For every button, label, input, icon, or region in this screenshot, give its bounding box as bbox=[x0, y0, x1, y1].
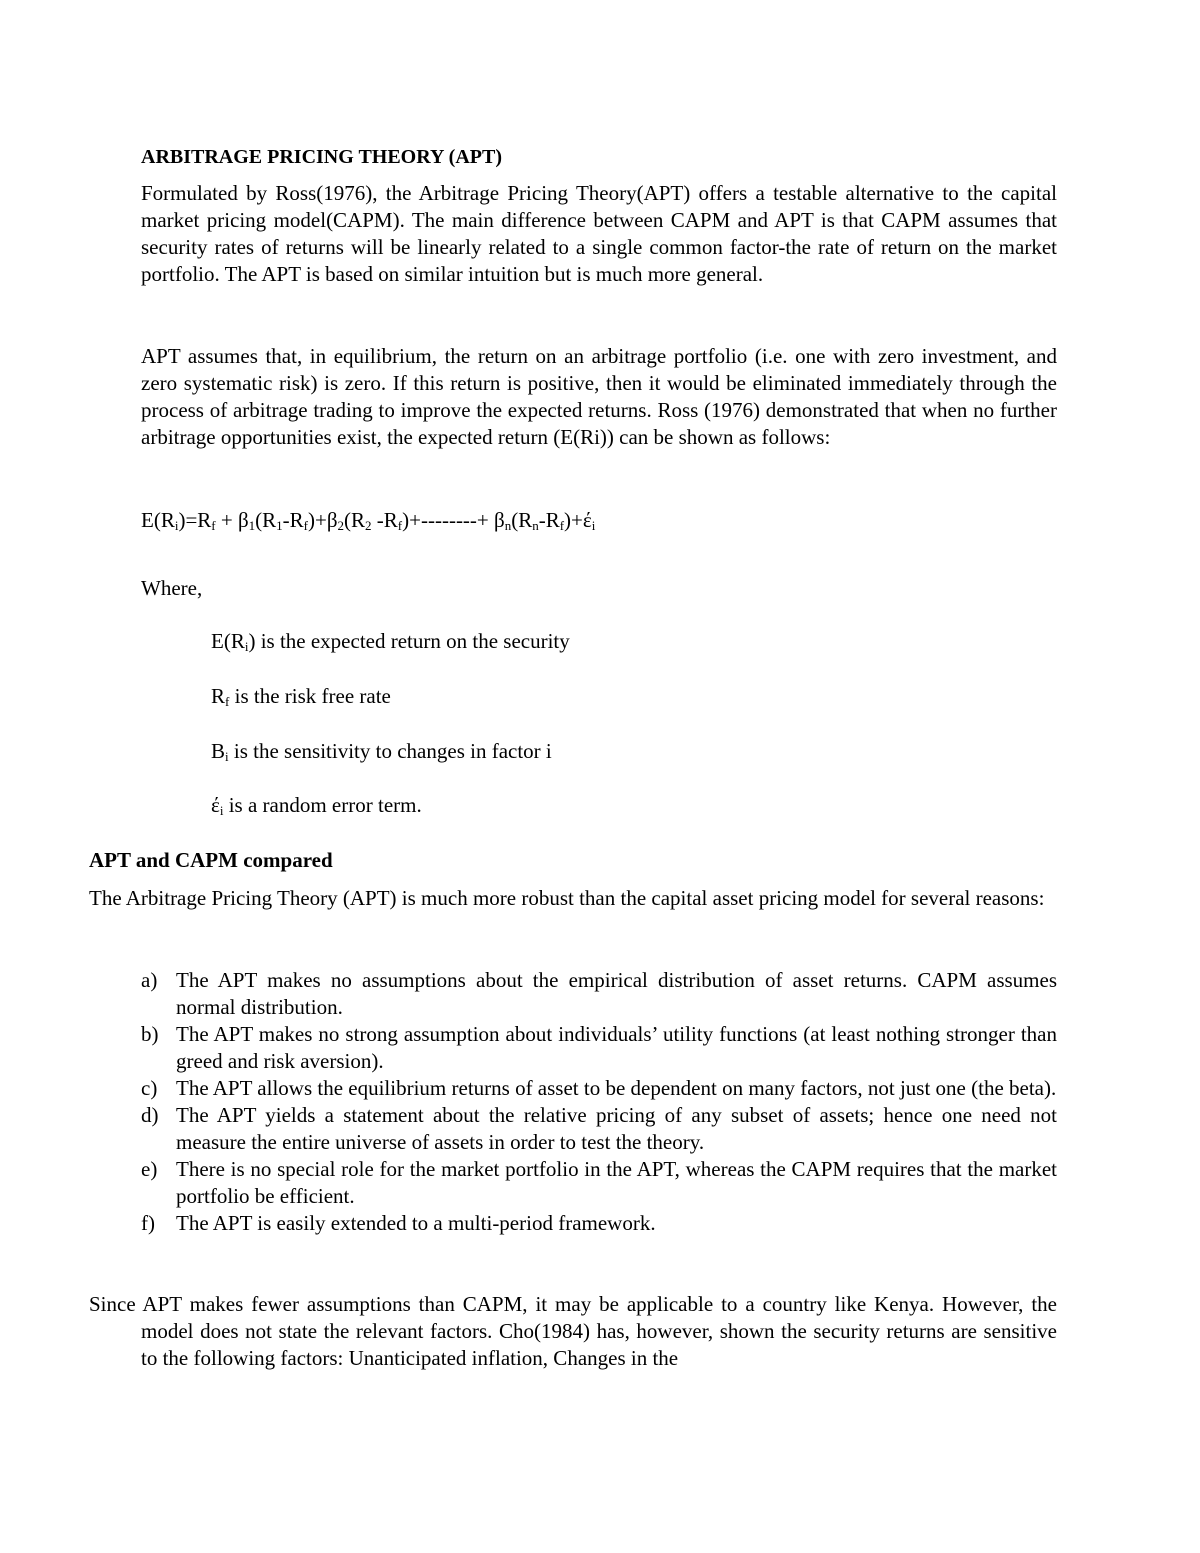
paragraph-intro: Formulated by Ross(1976), the Arbitrage Pricing Theory(APT) offers a testable alternative to the capital market pricing model(CAPM). The main difference between CAPM and APT is that CAPM assumes that security rates of returns will be linearly related to a single common factor-the rate of return on the market portfolio. The APT is based on similar intuition but is much more general. bbox=[141, 181, 1057, 286]
list-marker: f) bbox=[141, 1211, 155, 1235]
apt-formula: $E(R_i)=R_f + \beta_1(R_1-R_f)+\beta_2(R_2$ $-R_f)+--------+ \beta_n(R_n-R_f)+έ_i$ bbox=[141, 508, 596, 533]
list-marker: d) bbox=[141, 1103, 159, 1127]
list-marker: a) bbox=[141, 968, 158, 992]
document-title: ARBITRAGE PRICING THEORY (APT) bbox=[141, 146, 502, 168]
list-item-text: There is no special role for the market portfolio in the APT, whereas the CAPM requires that the market portfolio be efficient. bbox=[176, 1157, 1057, 1208]
definition-error-term: $έ_i$ is a random error term. bbox=[211, 793, 422, 818]
list-item bbox=[141, 1102, 1057, 1156]
list-item bbox=[141, 1021, 1057, 1075]
definition-expected-return: $E(R_i)$ is the expected return on the security bbox=[211, 629, 570, 654]
list-item bbox=[141, 967, 1057, 1021]
reasons-list bbox=[141, 967, 1057, 1237]
list-marker: b) bbox=[141, 1022, 159, 1046]
definition-sensitivity: $B_i$ is the sensitivity to changes in factor i bbox=[211, 739, 552, 764]
list-marker: e) bbox=[141, 1157, 158, 1181]
list-item-text: The APT makes no assumptions about the empirical distribution of asset returns. CAPM assumes normal distribution. bbox=[176, 968, 1057, 1019]
list-item-text: The APT makes no strong assumption about individuals’ utility functions (at least nothing stronger than greed and risk aversion). bbox=[176, 1022, 1057, 1073]
section-heading: APT and CAPM compared bbox=[89, 848, 333, 872]
list-item-text: The APT yields a statement about the relative pricing of any subset of assets; hence one need not measure the entire universe of assets in order to test the theory. bbox=[176, 1103, 1057, 1154]
list-item bbox=[141, 1156, 1057, 1210]
list-item-text: The APT is easily extended to a multi-period framework. bbox=[176, 1211, 656, 1235]
where-label: Where, bbox=[141, 576, 203, 600]
list-item bbox=[141, 1075, 1057, 1102]
definition-risk-free-rate: $R_f$ is the risk free rate bbox=[211, 684, 391, 709]
paragraph-kenya: Since APT makes fewer assumptions than CAPM, it may be applicable to a country like Kenya. However, the model does not state the relevant factors. Cho(1984) has, however, shown the security returns are sensitive to the following factors: Unanticipated inflation, Changes in the bbox=[89, 1292, 1057, 1370]
list-item bbox=[141, 1210, 1057, 1237]
list-item-text: The APT allows the equilibrium returns of asset to be dependent on many factors, not just one (the beta). bbox=[176, 1076, 1057, 1100]
paragraph-equilibrium: APT assumes that, in equilibrium, the return on an arbitrage portfolio (i.e. one with zero investment, and zero systematic risk) is zero. If this return is positive, then it would be eliminated immediately through the process of arbitrage trading to improve the expected returns. Ross (1976) demonstrated that when no further arbitrage opportunities exist, the expected return (E(Ri)) can be shown as follows: bbox=[141, 344, 1057, 449]
paragraph-robust: The Arbitrage Pricing Theory (APT) is much more robust than the capital asset pricing model for several reasons: bbox=[89, 886, 1045, 910]
list-marker: c) bbox=[141, 1076, 158, 1100]
